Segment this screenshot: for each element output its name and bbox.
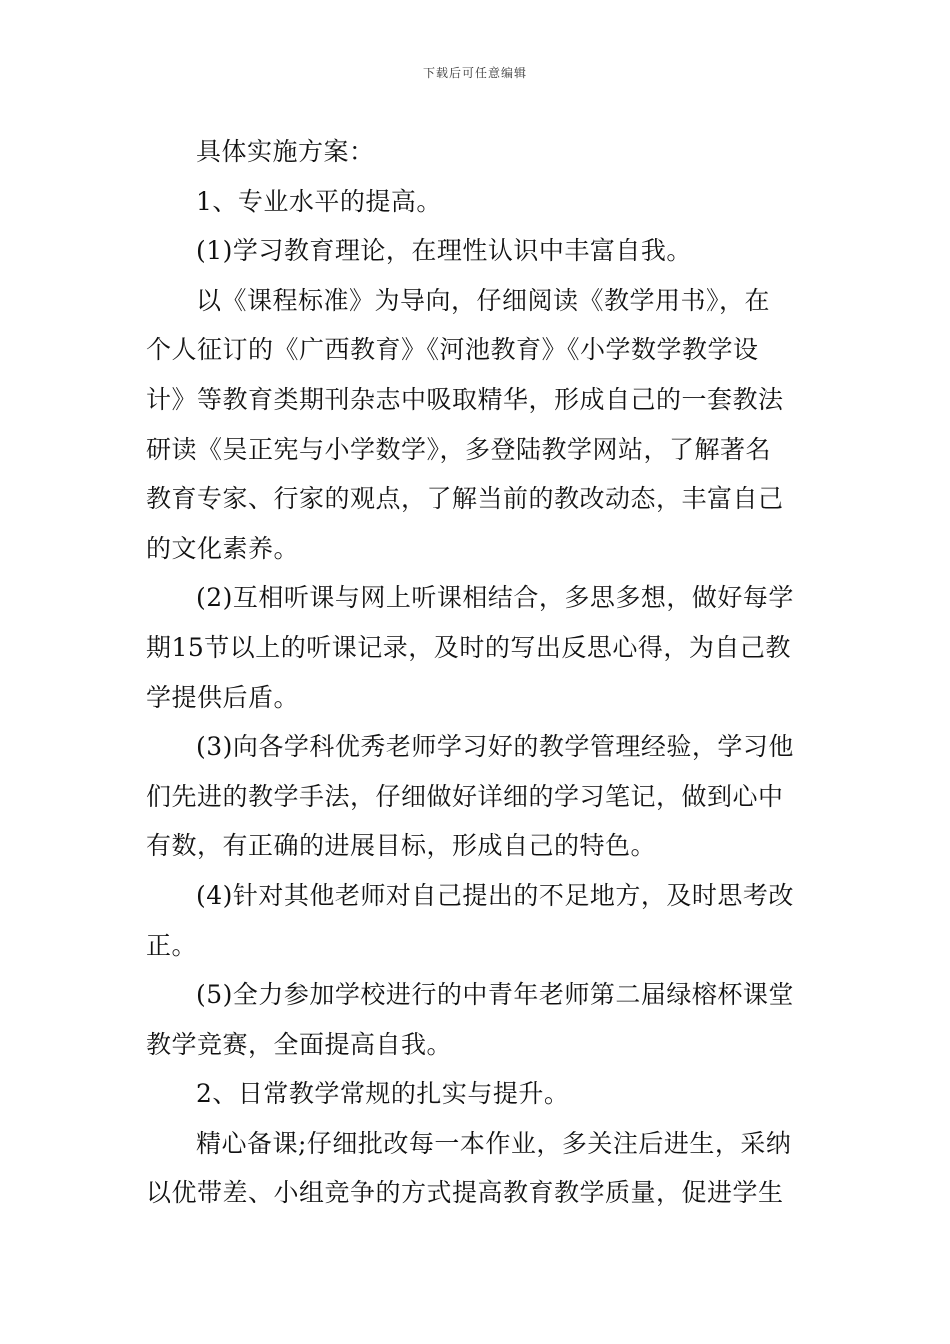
text-line: 正。 — [146, 930, 198, 960]
text-line: 的文化素养。 — [146, 533, 300, 563]
text-line: 研读《吴正宪与小学数学》，多登陆教学网站，了解著名 — [146, 434, 772, 464]
text-line: 以《课程标准》为导向，仔细阅读《教学用书》，在 — [196, 285, 771, 315]
text-line: 1、专业水平的提高。 — [196, 186, 442, 216]
text-line: 精心备课;仔细批改每一本作业，多关注后进生，采纳 — [196, 1128, 792, 1158]
text-line: 教学竞赛，全面提高自我。 — [146, 1029, 453, 1059]
text-line: 计》等教育类期刊杂志中吸取精华，形成自己的一套教法 — [146, 384, 784, 414]
text-line: (4)针对其他老师对自己提出的不足地方，及时思考改 — [196, 880, 794, 910]
page-header: 下载后可任意编辑 — [422, 66, 527, 80]
text-line: 具体实施方案： — [196, 137, 375, 166]
text-line: 学提供后盾。 — [146, 682, 300, 712]
text-line: (1)学习教育理论，在理性认识中丰富自我。 — [196, 236, 692, 266]
text-line: 们先进的教学手法，仔细做好详细的学习笔记，做到心中 — [146, 781, 784, 811]
text-line: (3)向各学科优秀老师学习好的教学管理经验，学习他 — [196, 732, 794, 762]
text-line: 教育专家、行家的观点，了解当前的教改动态，丰富自己 — [146, 484, 784, 514]
text-line: 以优带差、小组竞争的方式提高教育教学质量，促进学生 — [146, 1178, 784, 1208]
text-line: 期15节以上的听课记录，及时的写出反思心得，为自己教 — [146, 632, 791, 662]
text-line: (2)互相听课与网上听课相结合，多思多想，做好每学 — [196, 583, 794, 613]
text-line: 2、日常教学常规的扎实与提升。 — [196, 1079, 570, 1109]
text-line: (5)全力参加学校进行的中青年老师第二届绿榕杯课堂 — [196, 980, 794, 1010]
text-line: 有数，有正确的进展目标，形成自己的特色。 — [146, 831, 657, 861]
document-body — [146, 127, 808, 1218]
text-line: 个人征订的《广西教育》《河池教育》《小学数学教学设 — [146, 335, 759, 365]
